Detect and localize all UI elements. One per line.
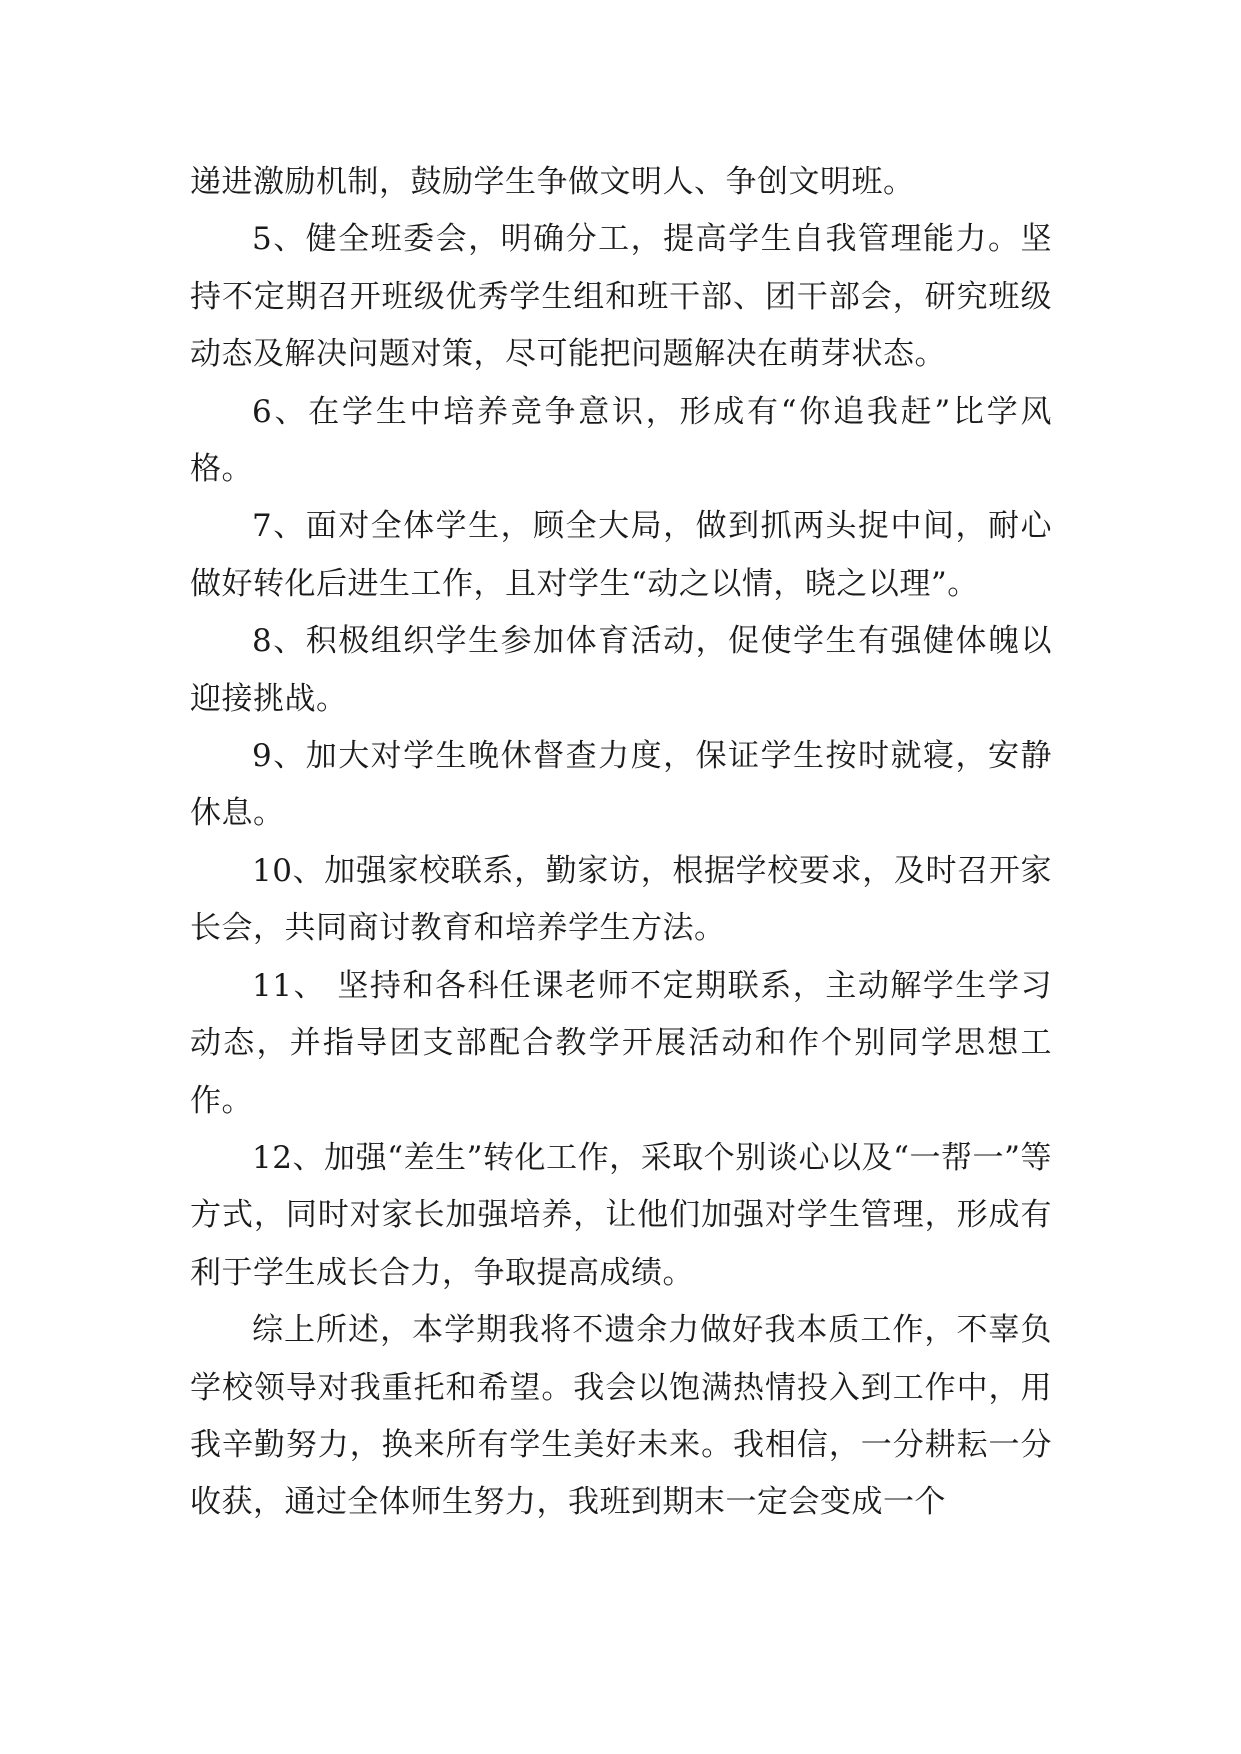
paragraph-summary: 综上所述，本学期我将不遗余力做好我本质工作，不辜负学校领导对我重托和希望。我会以饱满热情投入到工作中，用我辛勤努力，换来所有学生美好未来。我相信，一分耕耘一分收获，通过全体师生努力，我班到期末一定会变成一个 — [190, 1312, 1052, 1521]
document-body — [190, 154, 1052, 1532]
paragraph-item-10: 10、加强家校联系，勤家访，根据学校要求，及时召开家长会，共同商讨教育和培养学生方法。 — [190, 852, 1052, 947]
paragraph-item-8: 8、积极组织学生参加体育活动，促使学生有强健体魄以迎接挑战。 — [190, 623, 1052, 717]
paragraph-item-6: 6、在学生中培养竞争意识，形成有“你追我赶”比学风格。 — [190, 393, 1052, 488]
paragraph-item-12: 12、加强“差生”转化工作，采取个别谈心以及“一帮一”等方式，同时对家长加强培养，让他们加强对学生管理，形成有利于学生成长合力，争取提高成绩。 — [190, 1139, 1052, 1291]
paragraph-continuation: 递进激励机制，鼓励学生争做文明人、争创文明班。 — [190, 164, 915, 200]
paragraph-item-9: 9、加大对学生晚休督查力度，保证学生按时就寝，安静休息。 — [190, 738, 1052, 832]
paragraph-item-5: 5、健全班委会，明确分工，提高学生自我管理能力。坚持不定期召开班级优秀学生组和班干部、团干部会，研究班级动态及解决问题对策，尽可能把问题解决在萌芽状态。 — [190, 221, 1052, 373]
paragraph-item-11: 11、 坚持和各科任课老师不定期联系，主动解学生学习动态，并指导团支部配合教学开展活动和作个别同学思想工作。 — [190, 967, 1052, 1119]
paragraph-item-7: 7、面对全体学生，顾全大局，做到抓两头捉中间，耐心做好转化后进生工作，且对学生“动之以情，晓之以理”。 — [190, 508, 1052, 602]
